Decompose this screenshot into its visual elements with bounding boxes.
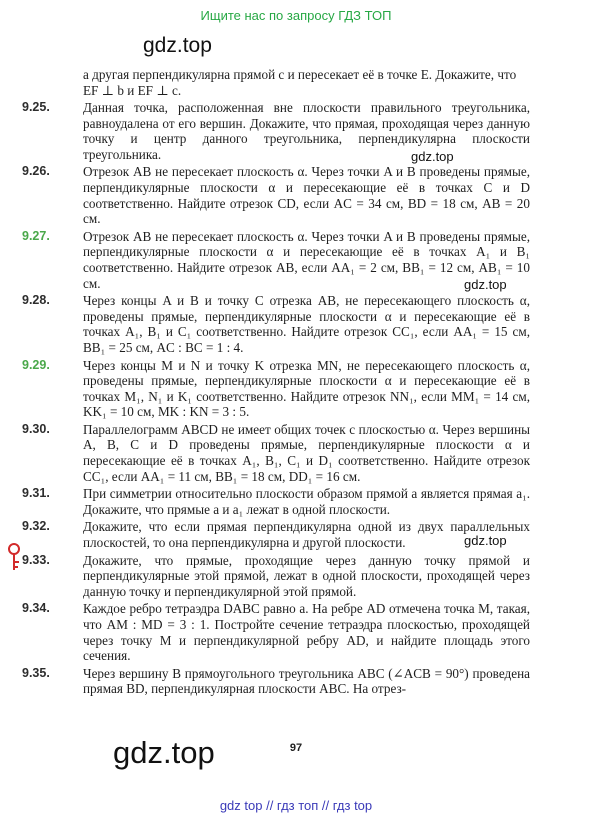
problem-9-25 (22, 100, 530, 162)
problem-text: Параллелограмм ABCD не имеет общих точек с плоскостью α. Через вершины A, B, C и D проведены прямые, перпендикулярные плоскости α и пересекающие её в точках A₁, B₁, C₁ и D₁ соответственно. Найдите отрезок CC₁, если AA₁ = 11 см, BB₁ = 18 см, DD₁ = 16 см. (83, 421, 530, 484)
problem-number: 9.33. (22, 552, 50, 567)
problem-9-32 (22, 519, 530, 550)
problem-number: 9.30. (22, 421, 50, 436)
problem-number: 9.32. (22, 519, 50, 534)
problem-9-33 (22, 553, 530, 600)
watermark-logo: gdz.top (464, 277, 507, 292)
problem-9-28 (22, 293, 530, 355)
problem-9-29 (22, 358, 530, 420)
problem-number: 9.34. (22, 601, 50, 616)
problem-9-35 (22, 666, 530, 697)
problem-number: 9.28. (22, 293, 50, 308)
problem-9-34 (22, 601, 530, 663)
problem-text: Отрезок AB не пересекает плоскость α. Через точки A и B проведены прямые, перпендикулярные плоскости α и пересекающие её в точках C и D соответственно. Найдите отрезок CD, если AC = 34 см, BD = 18 см, AB = 20 см. (83, 164, 530, 227)
problem-text: Докажите, что прямые, проходящие через данную точку прямой и перпендикулярные этой прямой, лежат в одной плоскости, проходящей через данную точку и перпендикулярной этой прямой. (83, 552, 530, 599)
problem-number: 9.25. (22, 100, 50, 114)
problem-text: Через концы A и B и точку C отрезка AB, не пересекающего плоскость α, проведены прямые, перпендикулярные плоскости α и пересекающие её в точках A₁, B₁ и C₁ соответственно. Найдите отрезок CC₁, если AA₁ = 15 см, BB₁ = 25 см, AC : BC = 1 : 4. (83, 293, 530, 355)
footer-links[interactable]: gdz top // гдз топ // гдз top (219, 798, 373, 813)
problem-text: Через концы M и N и точку K отрезка MN, не пересекающего плоскость α, проведены прямые, перпендикулярные плоскости α и пересекающие её в точках M₁, N₁ и K₁ соответственно. Найдите отрезок NN₁, если MM₁ = 14 см, KK₁ = 10 см, MK : KN = 3 : 5. (83, 357, 530, 420)
problem-text: Данная точка, расположенная вне плоскости правильного треугольника, равноудалена от его вершин. Докажите, что прямая, проходящая через данную точку и центр данного треугольника, перпендикулярна плоскости треугольника. (83, 100, 530, 162)
problem-text: Докажите, что если прямая перпендикулярна одной из двух параллельных плоскостей, то она перпендикулярна и другой плоскости. (83, 519, 530, 551)
watermark-logo: gdz.top (143, 34, 212, 57)
problem-text: Отрезок AB не пересекает плоскость α. Через точки A и B проведены прямые, перпендикулярные плоскости α и пересекающие её в точках A₁ и B₁ соответственно. Найдите отрезок AB, если AA₁ = 2 см, BB₁ = 12 см, AB₁ = 10 см. (83, 228, 530, 291)
watermark-logo: gdz.top (113, 735, 215, 770)
continuation-text: а другая перпендикулярна прямой c и пересекает её в точке E. Докажите, что EF ⊥ b и EF ⊥ c. (83, 67, 517, 98)
problem-text: Каждое ребро тетраэдра DABC равно a. На ребре AD отмечена точка M, такая, что AM : MD = 3 : 1. Постройте сечение тетраэдра плоскостью, проходящей через точку M и перпендикулярной ребру AD, и найдите площадь этого сечения. (83, 601, 530, 664)
problem-list (22, 100, 530, 699)
problem-number: 9.31. (22, 486, 50, 501)
problem-number: 9.35. (22, 665, 50, 680)
problem-number: 9.29. (22, 357, 50, 372)
watermark-logo: gdz.top (411, 149, 454, 164)
problem-9-26 (22, 164, 530, 226)
problem-text: При симметрии относительно плоскости образом прямой a является прямая a₁. Докажите, что прямые a и a₁ лежат в одной плоскости. (83, 486, 530, 517)
problem-number: 9.27. (22, 228, 50, 243)
page-number: 97 (289, 742, 303, 754)
top-banner: Ищите нас по запросу ГДЗ ТОП (200, 8, 392, 23)
problem-number: 9.26. (22, 164, 50, 179)
problem-text: Через вершину B прямоугольного треугольника ABC (∠ACB = 90°) проведена прямая BD, перпендикулярная плоскости ABC. На отрез- (83, 665, 530, 697)
problem-9-30 (22, 422, 530, 484)
problem-9-31 (22, 486, 530, 517)
key-icon (4, 540, 24, 574)
watermark-logo: gdz.top (464, 533, 507, 548)
problem-9-27 (22, 229, 530, 291)
